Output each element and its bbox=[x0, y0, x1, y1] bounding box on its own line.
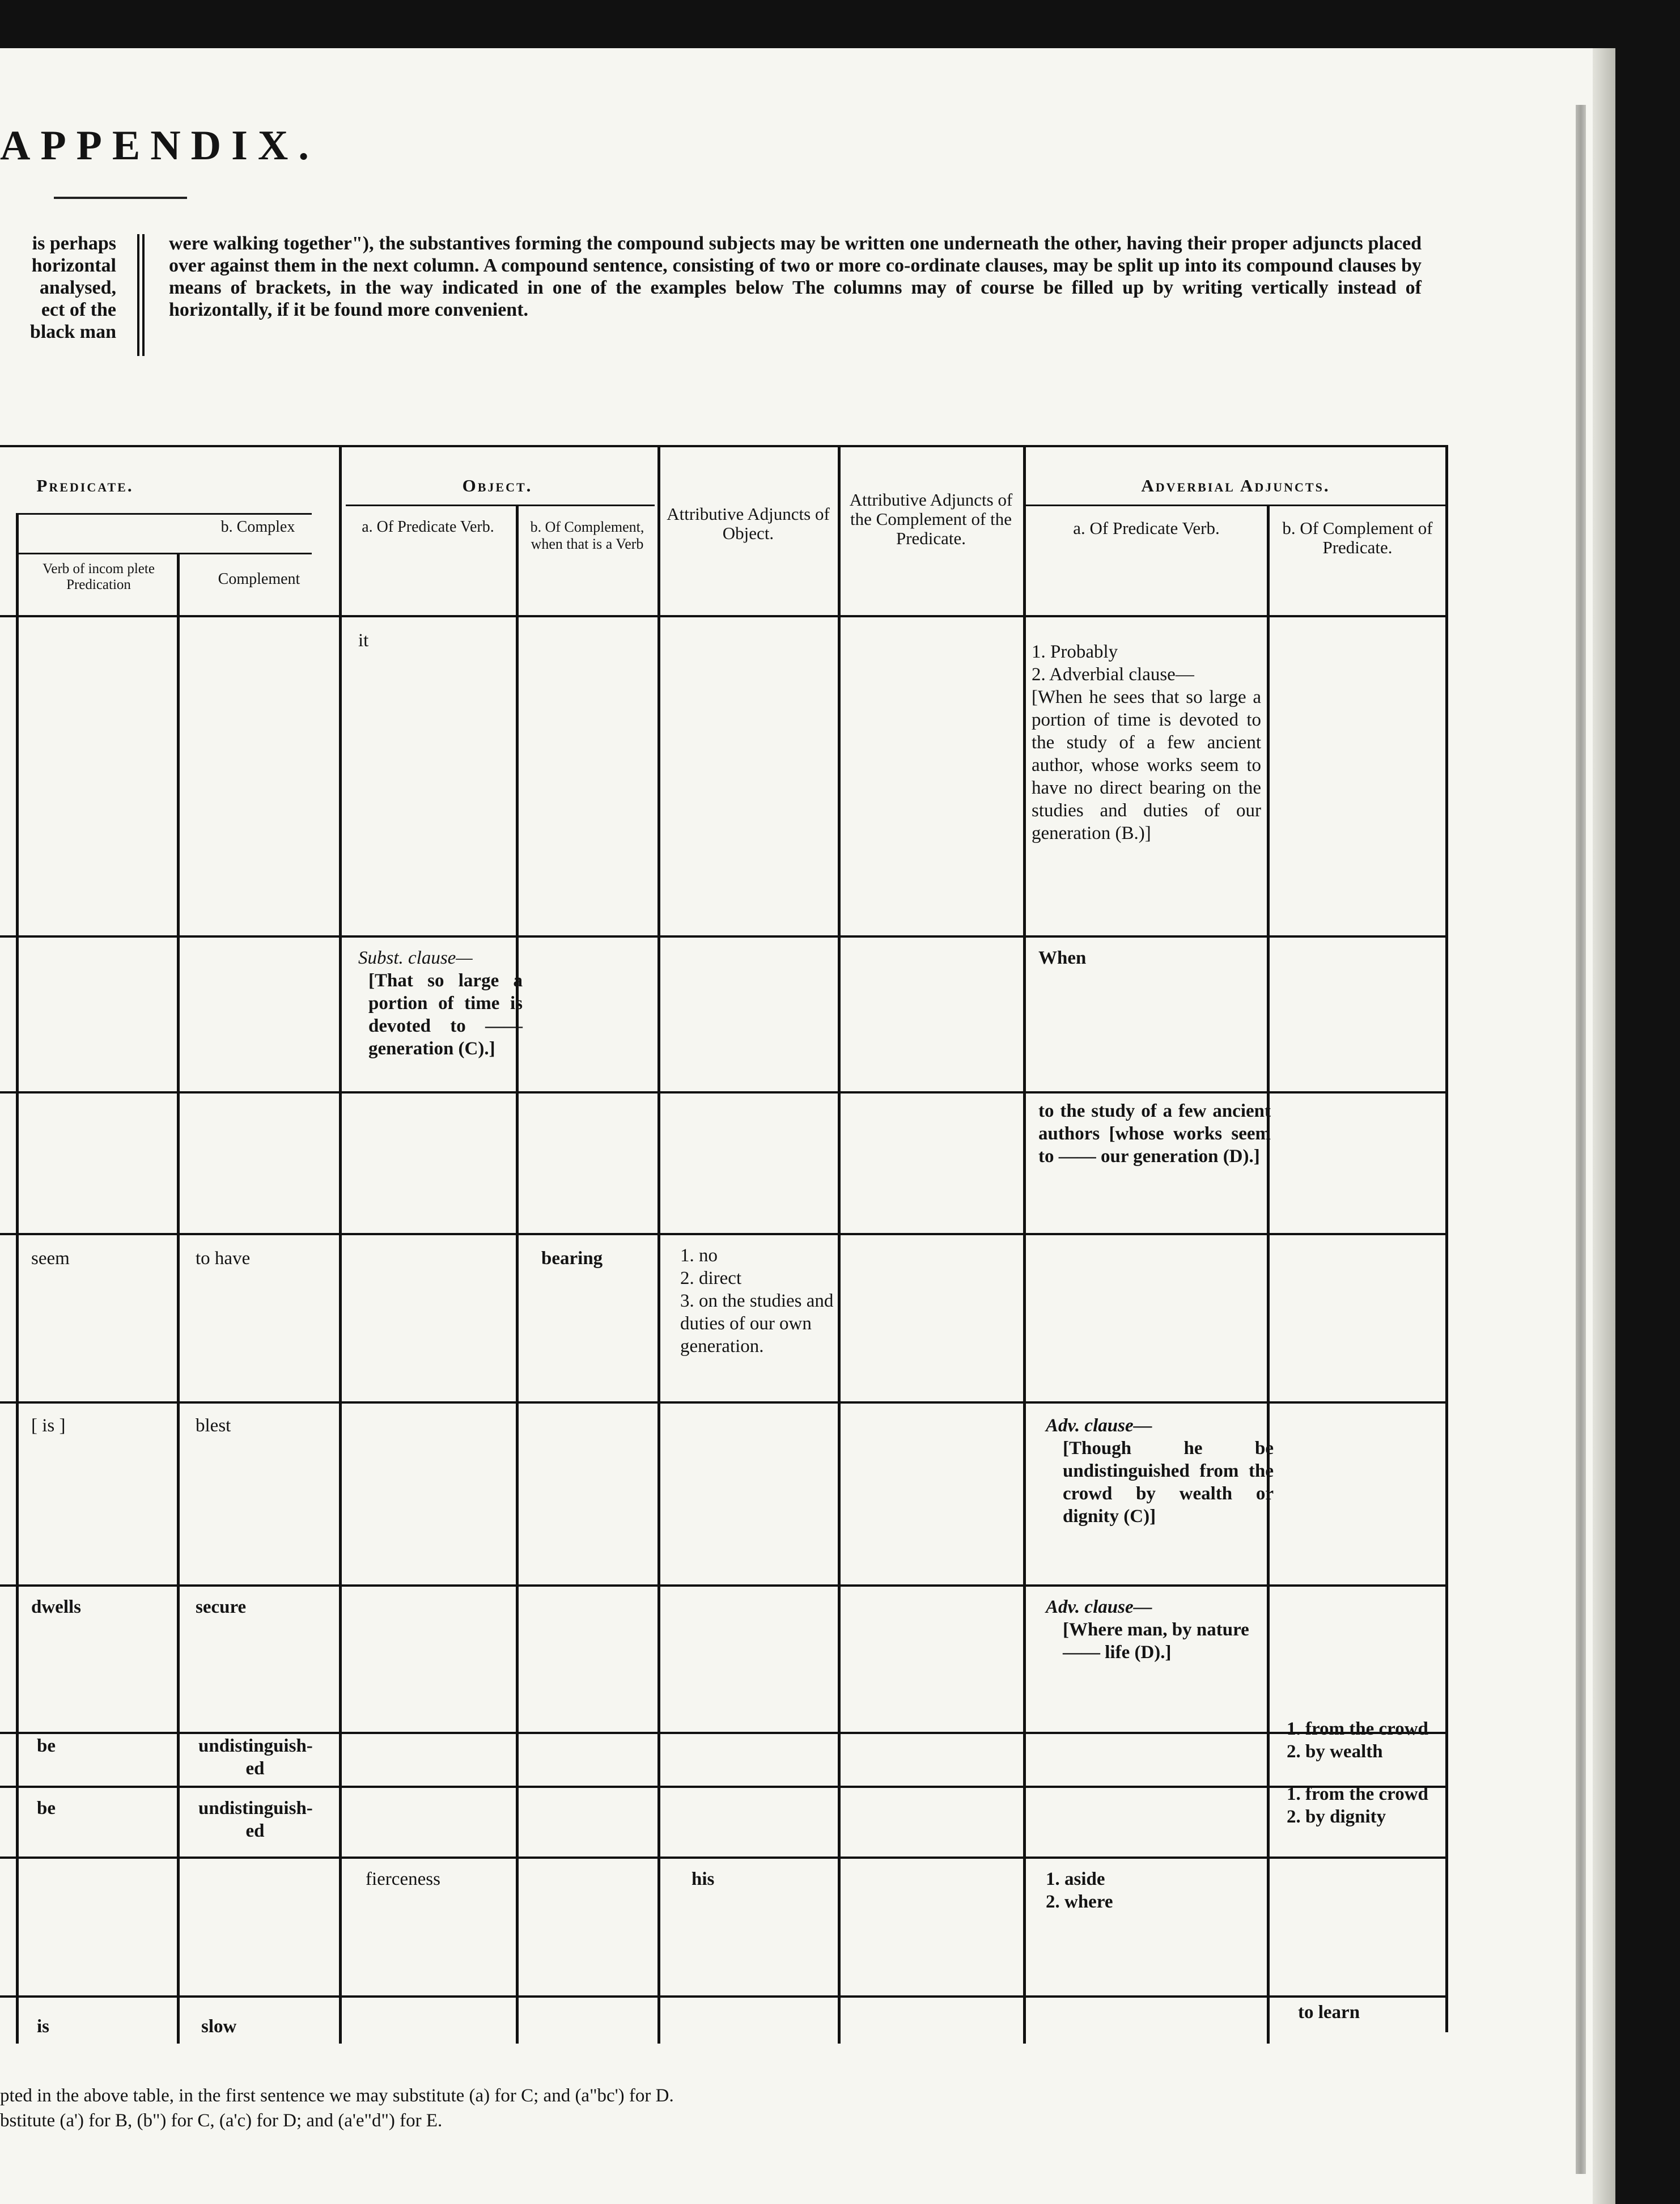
header-complement: Complement bbox=[218, 570, 300, 588]
header-complex: b. Complex bbox=[220, 518, 295, 536]
cell-complement: undistinguish- ed bbox=[198, 1798, 313, 1841]
cell-adverbial-b: 1. from the crowd 2. by dignity bbox=[1287, 1784, 1428, 1827]
column-divider bbox=[137, 234, 145, 356]
cell-attr-object: his bbox=[691, 1869, 715, 1889]
cell-adverbial-a: When bbox=[1038, 948, 1087, 968]
table-rule bbox=[0, 615, 1448, 617]
cell-complement: to have bbox=[196, 1248, 251, 1269]
table-rule bbox=[16, 513, 19, 2044]
cell-object-b: bearing bbox=[541, 1248, 603, 1269]
cell-attr-object: 1. no 2. direct 3. on the studies and duties of our own generation. bbox=[680, 1245, 834, 1357]
intro-paragraph: were walking together"), the substantives forming the compound subjects may be written one underneath the other, having their proper adjuncts placed over against them in the next column. A compound sentence, consisting of two or more co-ordinate clauses, may be split up into its compound clauses by means of brackets, in the way indicated in one of the examples below The columns may of course be filled up by writing vertically instead of horizontally, if it be found more convenient. bbox=[169, 233, 1422, 320]
cell-verb: is bbox=[37, 2016, 50, 2037]
cell-object-a-lead: Subst. clause— bbox=[358, 948, 473, 968]
table-row-rule bbox=[0, 1732, 1448, 1734]
cell-verb: [ is ] bbox=[31, 1415, 66, 1436]
cell-verb: be bbox=[37, 1798, 56, 1819]
book-page bbox=[0, 48, 1604, 2204]
intro-left-line: ect of the bbox=[41, 299, 116, 320]
intro-left-line: is perhaps bbox=[32, 233, 116, 254]
header-predicate: Predicate. bbox=[36, 476, 134, 495]
cell-adverbial-a: 1. aside 2. where bbox=[1046, 1869, 1113, 1912]
cell-complement: slow bbox=[201, 2016, 237, 2037]
cell-adverbial-a: 1. Probably 2. Adverbial clause— [When he sees that so large a portion of time is devoted to the study of a few ancient author, whose works seem to have no direct bearing on the studies and duties of our generation (B.)] bbox=[1032, 642, 1261, 844]
intro-left-column bbox=[0, 232, 116, 343]
footnote-line: pted in the above table, in the first sentence we may substitute (a) for C; and (a"bc') for D. bbox=[0, 2086, 674, 2106]
cell-adverbial-a: [Though he be undistinguished from the crowd by wealth or dignity (C)] bbox=[1063, 1438, 1274, 1527]
table-row-rule bbox=[0, 1401, 1448, 1404]
table-rule bbox=[177, 553, 180, 2044]
table-rule bbox=[1267, 505, 1270, 2044]
table-row-rule bbox=[0, 935, 1448, 938]
header-object-a: a. Of Predicate Verb. bbox=[362, 518, 494, 536]
table-rule bbox=[1026, 505, 1445, 506]
header-adverbial: Adverbial Adjuncts. bbox=[1141, 476, 1330, 495]
header-adv-a: a. Of Predicate Verb. bbox=[1073, 518, 1220, 538]
table-row-rule bbox=[0, 1786, 1448, 1788]
table-rule bbox=[17, 513, 312, 515]
intro-left-line: horizontal bbox=[31, 255, 116, 276]
header-adv-b: b. Of Complement of Predicate. bbox=[1282, 518, 1433, 557]
table-row-rule bbox=[0, 1233, 1448, 1235]
footnote bbox=[0, 2083, 674, 2133]
cell-adverbial-a-lead: Adv. clause— bbox=[1046, 1597, 1152, 1617]
header-object-b: b. Of Complement, when that is a Verb bbox=[530, 519, 644, 552]
cell-adverbial-b: to learn bbox=[1298, 2002, 1360, 2023]
cell-complement: secure bbox=[196, 1597, 247, 1617]
header-object: Object. bbox=[462, 476, 533, 495]
cell-adverbial-b: 1. from the crowd 2. by wealth bbox=[1287, 1719, 1428, 1762]
cell-object-a: it bbox=[358, 630, 369, 651]
footnote-line: bstitute (a') for B, (b") for C, (a'c) for D; and (a'e"d") for E. bbox=[0, 2110, 443, 2131]
header-attr-object: Attributive Adjuncts of Object. bbox=[667, 504, 830, 543]
table-rule bbox=[516, 505, 519, 2044]
table-rule bbox=[1023, 445, 1026, 2044]
table-row-rule bbox=[0, 1091, 1448, 1093]
table-rule bbox=[346, 505, 655, 506]
table-rule bbox=[0, 445, 1448, 447]
header-attr-complement: Attributive Adjuncts of the Complement of the Predicate. bbox=[849, 490, 1013, 548]
table-rule bbox=[1445, 445, 1448, 2032]
table-row-rule bbox=[0, 1995, 1448, 1998]
cell-adverbial-a-lead: Adv. clause— bbox=[1046, 1415, 1152, 1436]
cell-complement: blest bbox=[196, 1415, 231, 1436]
intro-left-line: analysed, bbox=[39, 277, 116, 298]
cell-verb: be bbox=[37, 1736, 56, 1756]
header-verb-incomplete: Verb of incom plete Predication bbox=[43, 561, 155, 592]
cell-verb: seem bbox=[31, 1248, 70, 1269]
cell-object-a: [That so large a portion of time is devoted to —— generation (C).] bbox=[368, 970, 523, 1059]
cell-adverbial-a: to the study of a few ancient authors [whose works seem to —— our generation (D).] bbox=[1038, 1101, 1271, 1167]
table-rule bbox=[657, 445, 660, 2044]
cell-verb: dwells bbox=[31, 1597, 82, 1617]
page-title: APPENDIX. bbox=[0, 122, 319, 169]
table-row-rule bbox=[0, 1584, 1448, 1587]
page-edge-shadow bbox=[1576, 105, 1586, 2174]
table-rule bbox=[339, 445, 342, 2044]
cell-complement: undistinguish- ed bbox=[198, 1736, 313, 1779]
cell-object-a: fierceness bbox=[366, 1869, 440, 1889]
cell-adverbial-a: [Where man, by nature —— life (D).] bbox=[1063, 1620, 1249, 1663]
intro-left-line: black man bbox=[29, 321, 116, 342]
title-rule bbox=[54, 197, 187, 199]
analysis-table bbox=[0, 445, 1451, 2049]
table-rule bbox=[17, 553, 312, 554]
table-row-rule bbox=[0, 1857, 1448, 1859]
